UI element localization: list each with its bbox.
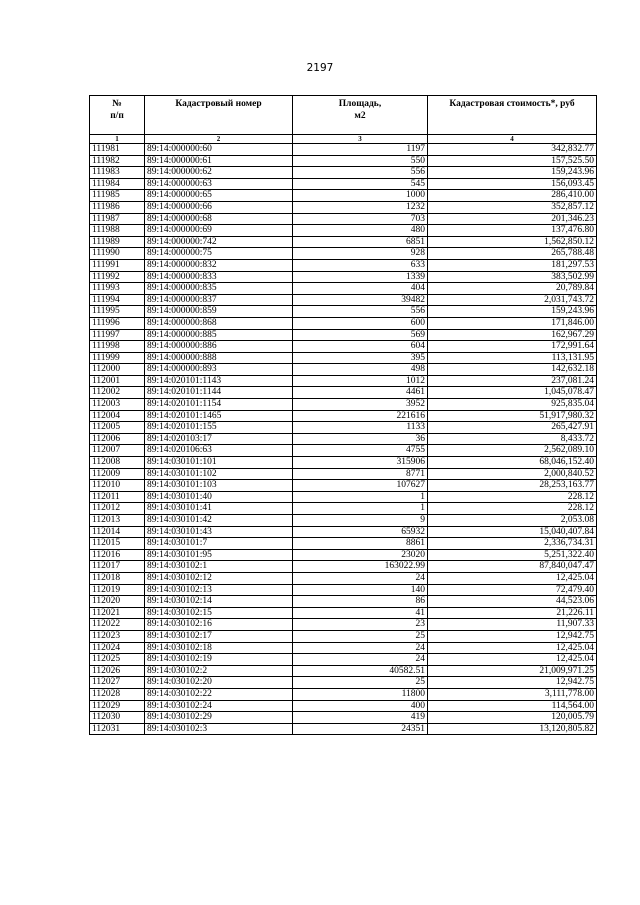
cadastral-number-cell: 89:14:030102:24 xyxy=(145,700,293,712)
area-cell: 9 xyxy=(293,515,428,527)
table-row xyxy=(90,561,597,573)
cadastral-number-cell: 89:14:030102:16 xyxy=(145,619,293,631)
cost-cell: 2,562,089.10 xyxy=(428,445,597,457)
cost-cell: 120,005.79 xyxy=(428,712,597,724)
cost-cell: 2,336,734.31 xyxy=(428,538,597,550)
cost-cell: 1,562,850.12 xyxy=(428,236,597,248)
cost-cell: 157,525.50 xyxy=(428,155,597,167)
area-cell: 604 xyxy=(293,341,428,353)
table-body xyxy=(90,144,597,735)
cadastral-number-cell: 89:14:000000:61 xyxy=(145,155,293,167)
row-number-cell: 112031 xyxy=(90,723,145,735)
cost-cell: 51,917,980.32 xyxy=(428,410,597,422)
area-cell: 3952 xyxy=(293,399,428,411)
table-row xyxy=(90,167,597,179)
table-row xyxy=(90,480,597,492)
area-cell: 4461 xyxy=(293,387,428,399)
cost-cell: 925,835.04 xyxy=(428,399,597,411)
area-cell: 86 xyxy=(293,596,428,608)
cost-cell: 5,251,322.40 xyxy=(428,549,597,561)
column-number: 3 xyxy=(293,135,428,144)
table-row xyxy=(90,619,597,631)
header-area-line2: м2 xyxy=(354,111,366,121)
table-row xyxy=(90,549,597,561)
cost-cell: 265,788.48 xyxy=(428,248,597,260)
cost-cell: 181,297.53 xyxy=(428,259,597,271)
row-number-cell: 112015 xyxy=(90,538,145,550)
area-cell: 556 xyxy=(293,167,428,179)
row-number-cell: 111996 xyxy=(90,317,145,329)
area-cell: 315906 xyxy=(293,457,428,469)
cadastral-number-cell: 89:14:000000:859 xyxy=(145,306,293,318)
table-row xyxy=(90,306,597,318)
cadastral-number-cell: 89:14:000000:888 xyxy=(145,352,293,364)
table-row xyxy=(90,155,597,167)
cost-cell: 286,410.00 xyxy=(428,190,597,202)
row-number-cell: 111993 xyxy=(90,283,145,295)
row-number-cell: 112007 xyxy=(90,445,145,457)
column-number: 1 xyxy=(90,135,145,144)
area-cell: 419 xyxy=(293,712,428,724)
cadastral-number-cell: 89:14:000000:886 xyxy=(145,341,293,353)
cost-cell: 12,425.04 xyxy=(428,642,597,654)
row-number-cell: 112024 xyxy=(90,642,145,654)
table-row xyxy=(90,294,597,306)
cost-cell: 342,832.77 xyxy=(428,144,597,156)
table-row xyxy=(90,503,597,515)
cost-cell: 72,479.40 xyxy=(428,584,597,596)
row-number-cell: 112016 xyxy=(90,549,145,561)
table-row xyxy=(90,526,597,538)
cost-cell: 15,040,407.84 xyxy=(428,526,597,538)
cadastral-number-cell: 89:14:030101:40 xyxy=(145,491,293,503)
table-row xyxy=(90,665,597,677)
table-row xyxy=(90,457,597,469)
cost-cell: 162,967.29 xyxy=(428,329,597,341)
table-row xyxy=(90,445,597,457)
area-cell: 41 xyxy=(293,607,428,619)
row-number-cell: 111986 xyxy=(90,201,145,213)
cadastral-number-cell: 89:14:030101:103 xyxy=(145,480,293,492)
area-cell: 545 xyxy=(293,178,428,190)
area-cell: 163022.99 xyxy=(293,561,428,573)
cadastral-number-cell: 89:14:030102:2 xyxy=(145,665,293,677)
area-cell: 24 xyxy=(293,654,428,666)
cost-cell: 171,846.00 xyxy=(428,317,597,329)
cost-cell: 21,226.11 xyxy=(428,607,597,619)
area-cell: 221616 xyxy=(293,410,428,422)
cost-cell: 68,046,152.40 xyxy=(428,457,597,469)
page-number: 2197 xyxy=(306,62,334,74)
cadastral-number-cell: 89:14:030101:102 xyxy=(145,468,293,480)
area-cell: 1197 xyxy=(293,144,428,156)
table-row xyxy=(90,538,597,550)
cadastral-number-cell: 89:14:020101:1154 xyxy=(145,399,293,411)
row-number-cell: 112019 xyxy=(90,584,145,596)
area-cell: 24 xyxy=(293,642,428,654)
cadastral-number-cell: 89:14:000000:60 xyxy=(145,144,293,156)
cadastral-number-cell: 89:14:030102:1 xyxy=(145,561,293,573)
area-cell: 1000 xyxy=(293,190,428,202)
cadastral-number-cell: 89:14:000000:66 xyxy=(145,201,293,213)
row-number-cell: 112021 xyxy=(90,607,145,619)
header-number-line2: п/п xyxy=(110,111,124,121)
table-row xyxy=(90,248,597,260)
cost-cell: 8,433.72 xyxy=(428,433,597,445)
cadastral-number-cell: 89:14:000000:69 xyxy=(145,225,293,237)
row-number-cell: 112012 xyxy=(90,503,145,515)
cadastral-number-cell: 89:14:000000:68 xyxy=(145,213,293,225)
table-row xyxy=(90,654,597,666)
table-row xyxy=(90,399,597,411)
row-number-cell: 112027 xyxy=(90,677,145,689)
row-number-cell: 112000 xyxy=(90,364,145,376)
cost-cell: 159,243.96 xyxy=(428,306,597,318)
cadastral-number-cell: 89:14:020101:1144 xyxy=(145,387,293,399)
cadastral-number-cell: 89:14:030102:18 xyxy=(145,642,293,654)
cost-cell: 21,009,971.25 xyxy=(428,665,597,677)
cost-cell: 137,476.80 xyxy=(428,225,597,237)
table-row xyxy=(90,700,597,712)
cost-cell: 11,907.33 xyxy=(428,619,597,631)
area-cell: 480 xyxy=(293,225,428,237)
area-cell: 928 xyxy=(293,248,428,260)
table-row xyxy=(90,213,597,225)
table-row xyxy=(90,329,597,341)
row-number-cell: 112003 xyxy=(90,399,145,411)
cadastral-number-cell: 89:14:030101:95 xyxy=(145,549,293,561)
cost-cell: 228.12 xyxy=(428,491,597,503)
cost-cell: 12,942.75 xyxy=(428,630,597,642)
table-row xyxy=(90,271,597,283)
row-number-cell: 111998 xyxy=(90,341,145,353)
cost-cell: 156,093.45 xyxy=(428,178,597,190)
area-cell: 23 xyxy=(293,619,428,631)
table-row xyxy=(90,190,597,202)
row-number-cell: 111984 xyxy=(90,178,145,190)
cadastral-number-cell: 89:14:030102:19 xyxy=(145,654,293,666)
row-number-cell: 112004 xyxy=(90,410,145,422)
table-row xyxy=(90,688,597,700)
cost-cell: 2,000,840.52 xyxy=(428,468,597,480)
cadastral-number-cell: 89:14:020101:155 xyxy=(145,422,293,434)
cadastral-number-cell: 89:14:000000:893 xyxy=(145,364,293,376)
cadastral-number-cell: 89:14:030102:12 xyxy=(145,572,293,584)
cost-cell: 159,243.96 xyxy=(428,167,597,179)
cost-cell: 3,111,778.00 xyxy=(428,688,597,700)
table-row xyxy=(90,712,597,724)
area-cell: 404 xyxy=(293,283,428,295)
area-cell: 24351 xyxy=(293,723,428,735)
column-number: 4 xyxy=(428,135,597,144)
cadastral-number-cell: 89:14:030101:41 xyxy=(145,503,293,515)
cadastral-number-cell: 89:14:000000:885 xyxy=(145,329,293,341)
cost-cell: 265,427.91 xyxy=(428,422,597,434)
cadastral-number-cell: 89:14:030102:14 xyxy=(145,596,293,608)
cadastral-number-cell: 89:14:030101:7 xyxy=(145,538,293,550)
area-cell: 498 xyxy=(293,364,428,376)
table-row xyxy=(90,630,597,642)
header-cadastral-number: Кадастровый номер xyxy=(145,96,293,135)
cost-cell: 44,523.06 xyxy=(428,596,597,608)
row-number-cell: 111992 xyxy=(90,271,145,283)
area-cell: 36 xyxy=(293,433,428,445)
cadastral-number-cell: 89:14:030102:17 xyxy=(145,630,293,642)
table-row xyxy=(90,584,597,596)
cadastral-number-cell: 89:14:000000:62 xyxy=(145,167,293,179)
area-cell: 1 xyxy=(293,491,428,503)
row-number-cell: 112011 xyxy=(90,491,145,503)
cost-cell: 87,840,047.47 xyxy=(428,561,597,573)
area-cell: 23020 xyxy=(293,549,428,561)
cadastral-number-cell: 89:14:000000:832 xyxy=(145,259,293,271)
header-area xyxy=(293,96,428,135)
cadastral-number-cell: 89:14:000000:868 xyxy=(145,317,293,329)
table-row xyxy=(90,236,597,248)
area-cell: 1339 xyxy=(293,271,428,283)
table-row xyxy=(90,364,597,376)
area-cell: 556 xyxy=(293,306,428,318)
table-row xyxy=(90,410,597,422)
cost-cell: 12,942.75 xyxy=(428,677,597,689)
cost-cell: 1,045,078.47 xyxy=(428,387,597,399)
cadastral-number-cell: 89:14:000000:65 xyxy=(145,190,293,202)
table-row xyxy=(90,642,597,654)
area-cell: 25 xyxy=(293,630,428,642)
cadastral-number-cell: 89:14:030102:20 xyxy=(145,677,293,689)
area-cell: 140 xyxy=(293,584,428,596)
table-row xyxy=(90,144,597,156)
row-number-cell: 112018 xyxy=(90,572,145,584)
area-cell: 600 xyxy=(293,317,428,329)
cost-cell: 172,991.64 xyxy=(428,341,597,353)
cost-cell: 2,053.08 xyxy=(428,515,597,527)
cadastral-number-cell: 89:14:030101:42 xyxy=(145,515,293,527)
area-cell: 107627 xyxy=(293,480,428,492)
cost-cell: 12,425.04 xyxy=(428,572,597,584)
table-row xyxy=(90,352,597,364)
cost-cell: 114,564.00 xyxy=(428,700,597,712)
cost-cell: 13,120,805.82 xyxy=(428,723,597,735)
cadastral-number-cell: 89:14:000000:835 xyxy=(145,283,293,295)
table-row xyxy=(90,677,597,689)
table-row xyxy=(90,341,597,353)
row-number-cell: 112022 xyxy=(90,619,145,631)
header-area-line1: Площадь, xyxy=(338,99,382,109)
row-number-cell: 112005 xyxy=(90,422,145,434)
cadastral-number-cell: 89:14:020103:17 xyxy=(145,433,293,445)
area-cell: 633 xyxy=(293,259,428,271)
row-number-cell: 112017 xyxy=(90,561,145,573)
area-cell: 1232 xyxy=(293,201,428,213)
row-number-cell: 112001 xyxy=(90,375,145,387)
table-row xyxy=(90,178,597,190)
row-number-cell: 112023 xyxy=(90,630,145,642)
area-cell: 4755 xyxy=(293,445,428,457)
row-number-cell: 112013 xyxy=(90,515,145,527)
table-row xyxy=(90,422,597,434)
row-number-cell: 112029 xyxy=(90,700,145,712)
row-number-cell: 111994 xyxy=(90,294,145,306)
cadastral-number-cell: 89:14:030101:101 xyxy=(145,457,293,469)
area-cell: 550 xyxy=(293,155,428,167)
table-row xyxy=(90,607,597,619)
area-cell: 569 xyxy=(293,329,428,341)
table-row xyxy=(90,515,597,527)
row-number-cell: 111988 xyxy=(90,225,145,237)
area-cell: 25 xyxy=(293,677,428,689)
row-number-cell: 111983 xyxy=(90,167,145,179)
row-number-cell: 111981 xyxy=(90,144,145,156)
cost-cell: 2,031,743.72 xyxy=(428,294,597,306)
area-cell: 703 xyxy=(293,213,428,225)
table-header-row xyxy=(90,96,597,135)
row-number-cell: 112002 xyxy=(90,387,145,399)
cadastral-number-cell: 89:14:030102:3 xyxy=(145,723,293,735)
row-number-cell: 112010 xyxy=(90,480,145,492)
header-cadastral-cost: Кадастровая стоимость*, руб xyxy=(428,96,597,135)
area-cell: 1 xyxy=(293,503,428,515)
cost-cell: 201,346.23 xyxy=(428,213,597,225)
table-row xyxy=(90,317,597,329)
area-cell: 1012 xyxy=(293,375,428,387)
area-cell: 1133 xyxy=(293,422,428,434)
cadastral-number-cell: 89:14:030102:22 xyxy=(145,688,293,700)
cadastral-number-cell: 89:14:020106:63 xyxy=(145,445,293,457)
cadastral-number-cell: 89:14:020101:1143 xyxy=(145,375,293,387)
table-row xyxy=(90,433,597,445)
cadastral-table xyxy=(89,95,597,735)
row-number-cell: 112006 xyxy=(90,433,145,445)
header-number xyxy=(90,96,145,135)
row-number-cell: 112014 xyxy=(90,526,145,538)
cost-cell: 142,632.18 xyxy=(428,364,597,376)
area-cell: 8771 xyxy=(293,468,428,480)
row-number-cell: 111997 xyxy=(90,329,145,341)
table-row xyxy=(90,201,597,213)
table-row xyxy=(90,387,597,399)
table-row xyxy=(90,596,597,608)
cadastral-number-cell: 89:14:000000:833 xyxy=(145,271,293,283)
row-number-cell: 111990 xyxy=(90,248,145,260)
row-number-cell: 112026 xyxy=(90,665,145,677)
row-number-cell: 111999 xyxy=(90,352,145,364)
area-cell: 40582.51 xyxy=(293,665,428,677)
area-cell: 39482 xyxy=(293,294,428,306)
table-row xyxy=(90,225,597,237)
cost-cell: 352,857.12 xyxy=(428,201,597,213)
cadastral-number-cell: 89:14:030102:29 xyxy=(145,712,293,724)
cadastral-number-cell: 89:14:020101:1465 xyxy=(145,410,293,422)
row-number-cell: 112030 xyxy=(90,712,145,724)
cost-cell: 237,081.24 xyxy=(428,375,597,387)
header-number-line1: № xyxy=(112,99,122,109)
row-number-cell: 112008 xyxy=(90,457,145,469)
area-cell: 395 xyxy=(293,352,428,364)
cost-cell: 113,131.95 xyxy=(428,352,597,364)
cadastral-number-cell: 89:14:030102:13 xyxy=(145,584,293,596)
cost-cell: 20,789.84 xyxy=(428,283,597,295)
area-cell: 8861 xyxy=(293,538,428,550)
row-number-cell: 111987 xyxy=(90,213,145,225)
area-cell: 11800 xyxy=(293,688,428,700)
row-number-cell: 112009 xyxy=(90,468,145,480)
cadastral-number-cell: 89:14:000000:63 xyxy=(145,178,293,190)
cost-cell: 383,502.99 xyxy=(428,271,597,283)
area-cell: 65932 xyxy=(293,526,428,538)
row-number-cell: 111991 xyxy=(90,259,145,271)
column-number-row xyxy=(90,135,597,144)
row-number-cell: 112028 xyxy=(90,688,145,700)
cost-cell: 228.12 xyxy=(428,503,597,515)
row-number-cell: 111995 xyxy=(90,306,145,318)
area-cell: 400 xyxy=(293,700,428,712)
cadastral-number-cell: 89:14:000000:75 xyxy=(145,248,293,260)
cost-cell: 12,425.04 xyxy=(428,654,597,666)
cadastral-number-cell: 89:14:030102:15 xyxy=(145,607,293,619)
table-row xyxy=(90,572,597,584)
table-row xyxy=(90,375,597,387)
row-number-cell: 111989 xyxy=(90,236,145,248)
table-row xyxy=(90,723,597,735)
cadastral-number-cell: 89:14:030101:43 xyxy=(145,526,293,538)
cost-cell: 28,253,163.77 xyxy=(428,480,597,492)
row-number-cell: 111982 xyxy=(90,155,145,167)
table-row xyxy=(90,468,597,480)
area-cell: 6851 xyxy=(293,236,428,248)
cadastral-number-cell: 89:14:000000:742 xyxy=(145,236,293,248)
row-number-cell: 111985 xyxy=(90,190,145,202)
area-cell: 24 xyxy=(293,572,428,584)
table-row xyxy=(90,259,597,271)
table-row xyxy=(90,491,597,503)
cadastral-number-cell: 89:14:000000:837 xyxy=(145,294,293,306)
column-number: 2 xyxy=(145,135,293,144)
row-number-cell: 112025 xyxy=(90,654,145,666)
row-number-cell: 112020 xyxy=(90,596,145,608)
table-row xyxy=(90,283,597,295)
